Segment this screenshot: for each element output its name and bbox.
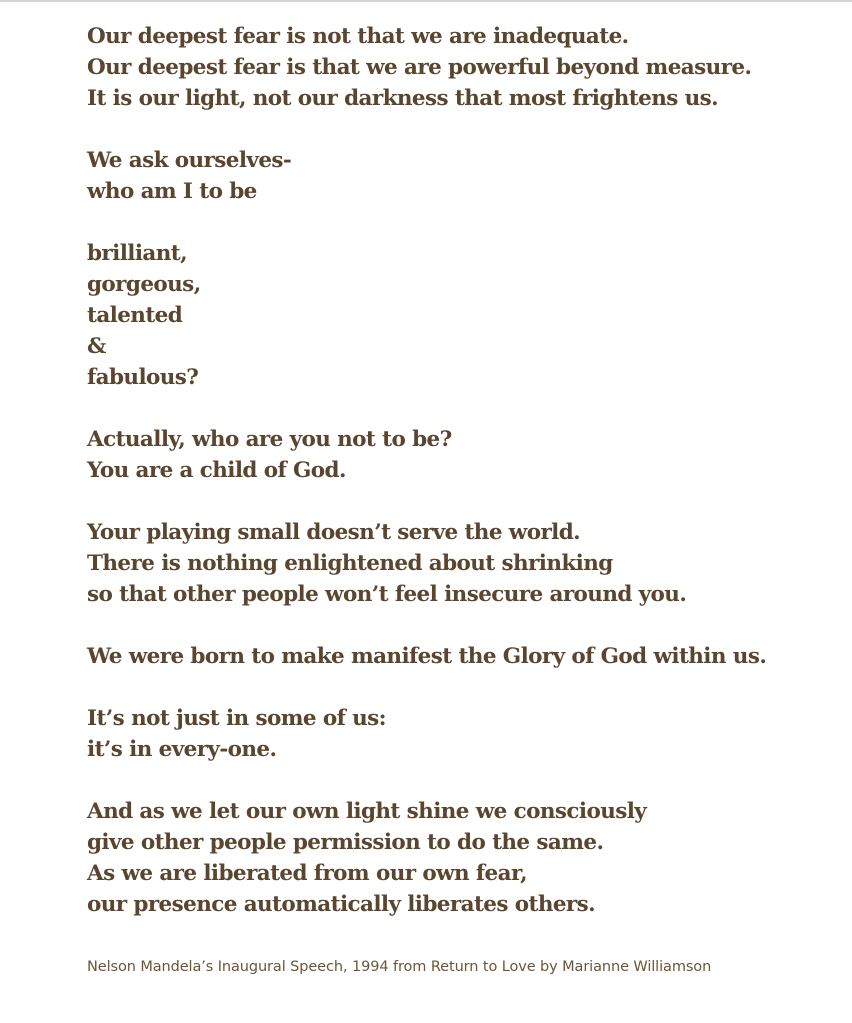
poem-line: We were born to make manifest the Glory of God within us. (87, 644, 767, 669)
poem-line: so that other people won’t feel insecure around you. (87, 582, 687, 607)
poem-line: who am I to be (87, 179, 257, 204)
poem-line: Actually, who are you not to be? (87, 427, 452, 452)
poem-line: As we are liberated from our own fear, (87, 861, 528, 886)
stanza-1 (87, 21, 827, 114)
poem-line: We ask ourselves- (87, 148, 292, 173)
poem-line: It’s not just in some of us: (87, 706, 386, 731)
poem-line: gorgeous, (87, 272, 201, 297)
stanza-3 (87, 238, 827, 393)
stanza-8 (87, 796, 827, 920)
stanza-4 (87, 424, 827, 486)
poem-line: fabulous? (87, 365, 199, 390)
poem-text (87, 21, 827, 951)
poem-line: brilliant, (87, 241, 188, 266)
stanza-6 (87, 641, 827, 672)
poem-line: it’s in every-one. (87, 737, 277, 762)
poem-line: Our deepest fear is that we are powerful beyond measure. (87, 55, 752, 80)
stanza-5 (87, 517, 827, 610)
poem-line: our presence automatically liberates others. (87, 892, 596, 917)
poem-line: And as we let our own light shine we consciously (87, 799, 647, 824)
attribution-caption: Nelson Mandela’s Inaugural Speech, 1994 from Return to Love by Marianne Williamson (87, 959, 712, 975)
top-divider (0, 0, 852, 2)
poem-line: It is our light, not our darkness that most frightens us. (87, 86, 719, 111)
stanza-2 (87, 145, 827, 207)
poem-line: You are a child of God. (87, 458, 346, 483)
poem-line: & (87, 334, 106, 359)
poem-line: There is nothing enlightened about shrinking (87, 551, 613, 576)
poem-line: give other people permission to do the same. (87, 830, 604, 855)
stanza-7 (87, 703, 827, 765)
poem-line: Your playing small doesn’t serve the world. (87, 520, 581, 545)
poem-line: Our deepest fear is not that we are inadequate. (87, 24, 629, 49)
poem-line: talented (87, 303, 183, 328)
